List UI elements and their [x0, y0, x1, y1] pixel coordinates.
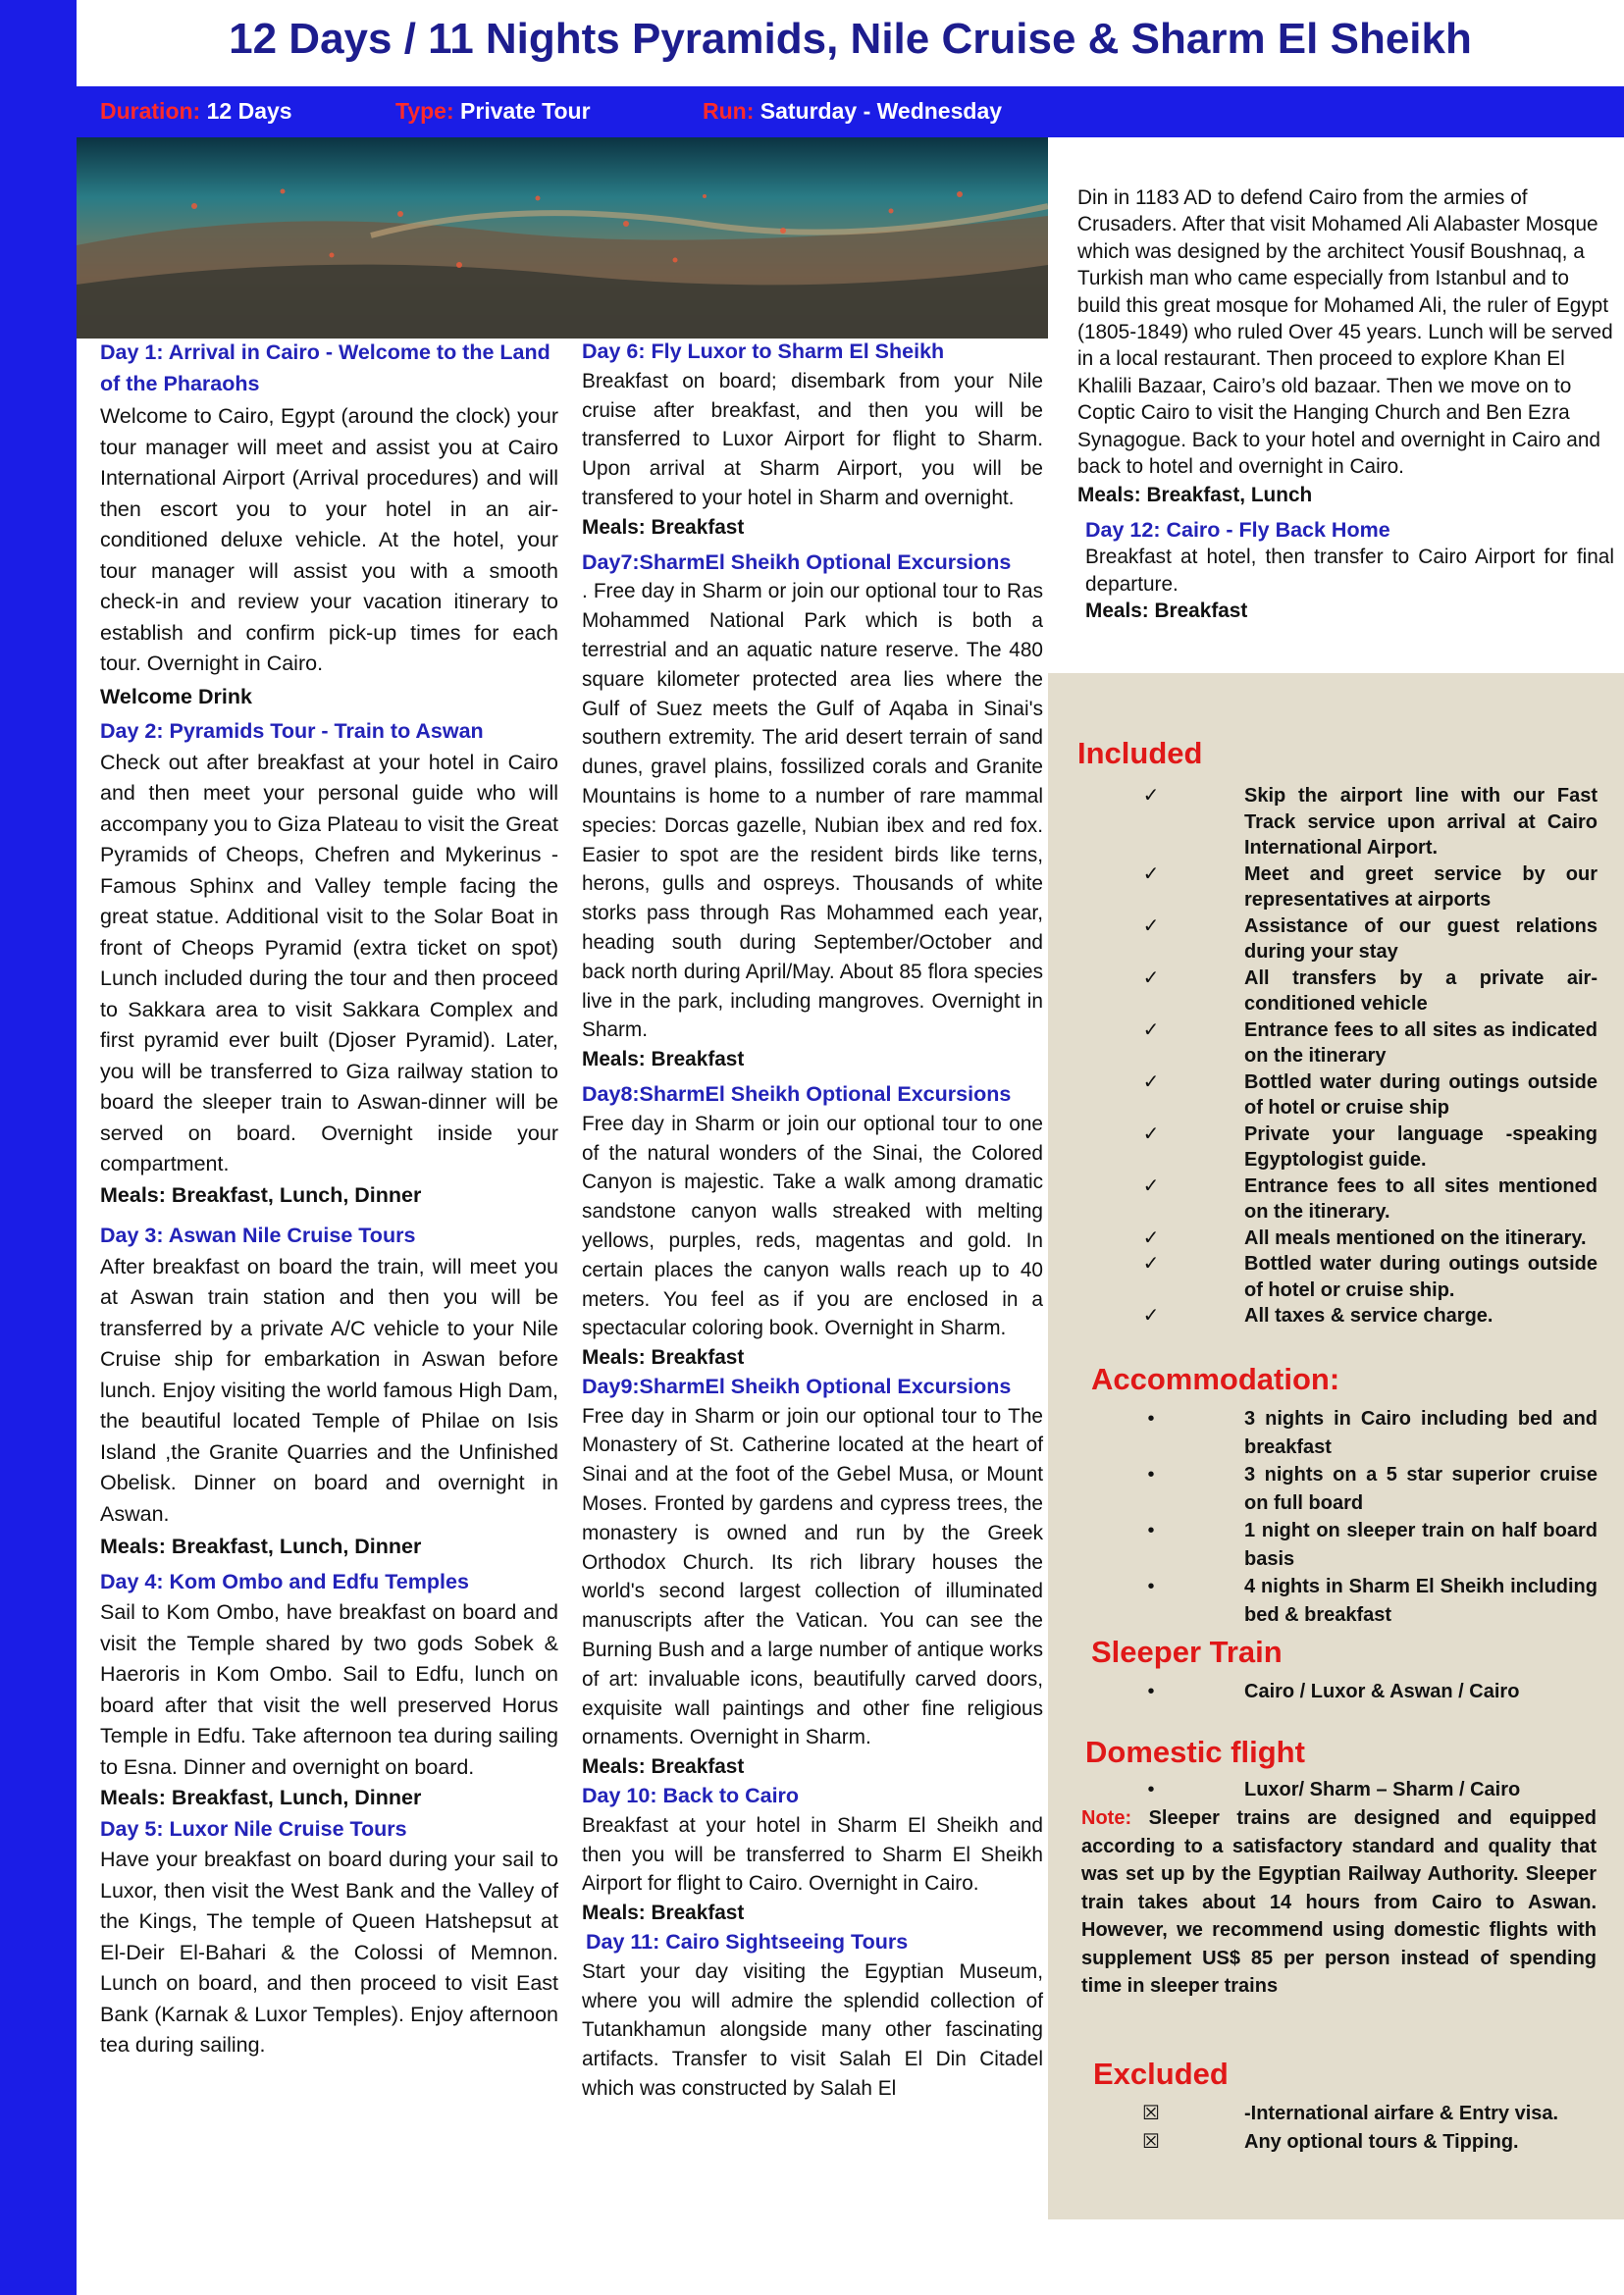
day7-text: . Free day in Sharm or join our optional tour to Ras Mohammed National Park which is both a terrestrial and an aquatic nature reserve. The 480 square kilometer protected area lies where the Gulf of Suez meets the Gulf of Aqaba in Sinai's southern extremity. The arid desert terrain of sand dunes, gravel plains, fossilized corals and Granite Mountains is home to a number of rare mammal species: Dorcas gazelle, Nubian ibex and red fox. Easier to spot are the resident birds like terns, herons, gulls and ospreys. Thousands of white storks pass through Ras Mohammed each year, heading south during September/October and back north during April/May. About 85 flora species live in the park, including mangroves. Overnight in Sharm.: [582, 580, 1043, 1042]
day2-title: Day 2: Pyramids Tour - Train to Aswan: [100, 719, 484, 743]
day1-title: Day 1: Arrival in Cairo - Welcome to the Land of the Pharaohs: [100, 340, 550, 395]
day7-title: Day7:SharmEl Sheikh Optional Excursions: [582, 549, 1012, 574]
accommodation-heading: Accommodation:: [1091, 1362, 1340, 1396]
page-title: 12 Days / 11 Nights Pyramids, Nile Cruise & Sharm El Sheikh: [229, 15, 1472, 63]
day6-meals: Meals: Breakfast: [582, 515, 745, 539]
excluded-heading: Excluded: [1093, 2057, 1229, 2091]
day6-text: Breakfast on board; disembark from your Nile cruise after breakfast, and then you will be transferred to Luxor Airport for flight to Sharm. Upon arrival at Sharm Airport, you will be transfered to your hotel in Sharm and overnight.: [582, 369, 1043, 509]
bullet-icon: •: [1147, 1520, 1155, 1541]
included-item: ✓ Skip the airport line with our Fast Track service upon arrival at Cairo International Airport.: [1136, 783, 1598, 861]
day8-meals: Meals: Breakfast: [582, 1346, 745, 1370]
day11-title: Day 11: Cairo Sightseeing Tours: [586, 1930, 909, 1955]
day11-meals: Meals: Breakfast, Lunch: [1077, 484, 1313, 507]
day10-title: Day 10: Back to Cairo: [582, 1784, 800, 1808]
day1-extra: Welcome Drink: [100, 684, 252, 708]
accommodation-item: • 3 nights in Cairo including bed and breakfast: [1136, 1405, 1598, 1461]
duration-value: 12 Days: [206, 98, 292, 124]
duration-info: [100, 98, 292, 125]
check-icon: ✓: [1142, 1253, 1160, 1275]
day12-text: Breakfast at hotel, then transfer to Cairo Airport for final departure.: [1085, 546, 1614, 596]
check-icon: ✓: [1142, 1018, 1160, 1041]
excluded-item: ☒ Any optional tours & Tipping.: [1136, 2128, 1598, 2157]
domestic-heading: Domestic flight: [1085, 1735, 1305, 1769]
check-icon: ✓: [1142, 1226, 1160, 1249]
bullet-icon: •: [1147, 1576, 1155, 1597]
excluded-list: [1136, 2100, 1598, 2156]
included-item: ✓ Private your language -speaking Egyptologist guide.: [1136, 1121, 1598, 1174]
day6-title: Day 6: Fly Luxor to Sharm El Sheikh: [582, 339, 945, 363]
type-label: Type:: [395, 98, 454, 124]
check-icon: ✓: [1142, 862, 1160, 885]
check-icon: ✓: [1142, 1305, 1160, 1327]
check-icon: ✓: [1142, 1070, 1160, 1093]
day2-text: Check out after breakfast at your hotel in Cairo and then meet your personal guide who will accompany you to Giza Plateau to visit the Great Pyramids of Cheops, Chefren and Mykerinus - Famous Sphinx and Valley temple facing the great statue. Additional visit to the Solar Boat in front of Cheops Pyramid (extra ticket on spot) Lunch included during the tour and then proceed to Sakkara area to visit Sakkara Complex and first pyramid ever built (Djoser Pyramid). Later, you will be transferred to Giza railway station to board the sleeper train to Aswan-dinner will be served on board. Overnight inside your compartment.: [100, 750, 558, 1175]
type-info: [395, 98, 591, 125]
included-item: ✓ Entrance fees to all sites mentioned on the itinerary.: [1136, 1174, 1598, 1226]
day10-meals: Meals: Breakfast: [582, 1902, 745, 1925]
included-item: ✓ Meet and greet service by our representatives at airports: [1136, 861, 1598, 913]
day12-meals: Meals: Breakfast: [1085, 600, 1248, 623]
box-x-icon: ☒: [1142, 2130, 1160, 2153]
day10-text: Breakfast at your hotel in Sharm El Sheikh and then you will be transferred to Sharm El Sheikh Airport for flight to Cairo. Overnight in Cairo.: [582, 1813, 1043, 1896]
accommodation-list: [1136, 1405, 1598, 1629]
day8-title: Day8:SharmEl Sheikh Optional Excursions: [582, 1081, 1012, 1106]
bullet-icon: •: [1147, 1779, 1155, 1800]
check-icon: ✓: [1142, 966, 1160, 989]
check-icon: ✓: [1142, 1174, 1160, 1197]
note-text: Note: Sleeper trains are designed and equipped according to a satisfactory standard and quality that was set up by the Egyptian Railway Authority. Sleeper train takes about 14 hours from Cairo to Aswan. However, we recommend using domestic flights with supplement US$ 85 per person instead of spending time in sleeper trains: [1081, 1807, 1597, 1997]
sleeper-list: [1136, 1678, 1598, 1706]
day11-text: Start your day visiting the Egyptian Museum, where you will admire the splendid collection of Tutankhamun alongside many other fascinating artifacts. Transfer to visit Salah El Din Citadel which was constructed by Salah El: [582, 1959, 1043, 2101]
run-value: Saturday - Wednesday: [760, 98, 1003, 124]
run-info: [703, 98, 1002, 125]
itinerary-column-1: [100, 338, 558, 2061]
itinerary-column-2: [582, 338, 1043, 2104]
day1-text: Welcome to Cairo, Egypt (around the clock) your tour manager will meet and assist you at Cairo International Airport (Arrival procedures) and will then escort you to your hotel in an air-conditioned deluxe vehicle. At the hotel, your tour manager will assist you with a smooth check-in and review your vacation itinerary to establish and confirm pick-up times for each tour. Overnight in Cairo.: [100, 404, 558, 675]
day11-continued-text: Din in 1183 AD to defend Cairo from the armies of Crusaders. After that visit Mohamed Ali Alabaster Mosque which was designed by the architect Yousif Boushnaq, a Turkish man who came especially from Istanbul and to build this great mosque for Mohamed Ali, the ruler of Egypt (1805-1849) who ruled Over 45 years. Lunch will be served in a local restaurant. Then proceed to explore Khan El Khalili Bazaar, Cairo’s old bazaar. Then we move on to Coptic Cairo to visit the Hanging Church and Ben Ezra Synagogue. Back to your hotel and overnight in Cairo and back to hotel and overnight in Cairo.: [1077, 186, 1613, 479]
accommodation-item: • 4 nights in Sharm El Sheikh including bed & breakfast: [1136, 1573, 1598, 1629]
included-item: ✓ All meals mentioned on the itinerary.: [1136, 1226, 1598, 1252]
bullet-icon: •: [1147, 1681, 1155, 1702]
day9-title: Day9:SharmEl Sheikh Optional Excursions: [582, 1374, 1012, 1398]
domestic-list: [1136, 1776, 1598, 1804]
included-item: ✓ All taxes & service charge.: [1136, 1303, 1598, 1330]
day4-text: Sail to Kom Ombo, have breakfast on board and visit the Temple shared by two gods Sobek & Haeroris in Kom Ombo. Sail to Edfu, lunch on board after that visit the well preserved Horus Temple in Edfu. Take afternoon tea during sailing to Esna. Dinner and overnight on board.: [100, 1600, 558, 1779]
included-item: ✓ All transfers by a private air-conditioned vehicle: [1136, 965, 1598, 1017]
day8-text: Free day in Sharm or join our optional tour to one of the natural wonders of the Sinai, the Colored Canyon is majestic. Take a walk among dramatic sandstone canyon walls streaked with melting yellows, purples, reds, magentas and gold. In certain places the canyon walls reach up to 40 meters. You feel as if you are enclosed in a spectacular coloring book. Overnight in Sharm.: [582, 1112, 1043, 1340]
bullet-icon: •: [1147, 1408, 1155, 1430]
check-icon: ✓: [1142, 914, 1160, 937]
itinerary-column-3: [1077, 184, 1614, 625]
sleeper-heading: Sleeper Train: [1091, 1635, 1283, 1669]
included-item: ✓ Entrance fees to all sites as indicated on the itinerary: [1136, 1017, 1598, 1069]
day5-title: Day 5: Luxor Nile Cruise Tours: [100, 1816, 407, 1841]
day12-title: Day 12: Cairo - Fly Back Home: [1085, 517, 1390, 542]
included-heading: Included: [1077, 736, 1203, 770]
day3-text: After breakfast on board the train, will meet you at Aswan train station and then you will be transferred by a private A/C vehicle to your Nile Cruise ship for embarkation in Aswan before lunch. Enjoy visiting the world famous High Dam, the beautiful located Temple of Philae on Isis Island ,the Granite Quarries and the Unfinished Obelisk. Dinner on board and overnight in Aswan.: [100, 1254, 558, 1526]
check-icon: ✓: [1142, 785, 1160, 807]
day7-meals: Meals: Breakfast: [582, 1048, 745, 1071]
accommodation-item: • 1 night on sleeper train on half board basis: [1136, 1517, 1598, 1573]
excluded-item: ☒ -International airfare & Entry visa.: [1136, 2100, 1598, 2128]
day2-meals: Meals: Breakfast, Lunch, Dinner: [100, 1182, 422, 1207]
accommodation-item: • 3 nights on a 5 star superior cruise on full board: [1136, 1461, 1598, 1517]
info-bar: [77, 86, 1624, 137]
day3-meals: Meals: Breakfast, Lunch, Dinner: [100, 1535, 422, 1558]
sleeper-item: • Cairo / Luxor & Aswan / Cairo: [1136, 1678, 1598, 1706]
check-icon: ✓: [1142, 1122, 1160, 1145]
day3-title: Day 3: Aswan Nile Cruise Tours: [100, 1224, 416, 1247]
included-list: [1136, 783, 1598, 1330]
day9-meals: Meals: Breakfast: [582, 1755, 745, 1779]
included-item: ✓ Assistance of our guest relations during your stay: [1136, 913, 1598, 965]
left-accent-bar: [0, 0, 77, 2295]
note-label: Note:: [1081, 1807, 1132, 1829]
type-value: Private Tour: [460, 98, 591, 124]
day4-meals: Meals: Breakfast, Lunch, Dinner: [100, 1786, 422, 1809]
included-item: ✓ Bottled water during outings outside of hotel or cruise ship: [1136, 1069, 1598, 1121]
duration-label: Duration:: [100, 98, 201, 124]
day5-text: Have your breakfast on board during your sail to Luxor, then visit the West Bank and the Valley of the Kings, The temple of Queen Hatshepsut at El-Deir El-Bahari & the Colossi of Memnon. Lunch on board, and then proceed to visit East Bank (Karnak & Luxor Temples). Enjoy afternoon tea during sailing.: [100, 1848, 558, 2057]
day4-title: Day 4: Kom Ombo and Edfu Temples: [100, 1569, 469, 1593]
included-item: ✓ Bottled water during outings outside of hotel or cruise ship.: [1136, 1251, 1598, 1303]
inclusions-panel: [1048, 673, 1624, 2295]
hero-reef-image: [77, 137, 1048, 339]
run-label: Run:: [703, 98, 755, 124]
bullet-icon: •: [1147, 1464, 1155, 1486]
box-x-icon: ☒: [1142, 2103, 1160, 2124]
domestic-item: • Luxor/ Sharm – Sharm / Cairo: [1136, 1776, 1598, 1804]
day9-text: Free day in Sharm or join our optional tour to The Monastery of St. Catherine located at the heart of Sinai and at the foot of the Gebel Musa, or Mount Moses. Fronted by gardens and cypress trees, the monastery is owned and run by the Greek Orthodox Church. Its rich library houses the world's second largest collection of illuminated manuscripts after the Vatican. You can see the Burning Bush and a large number of antique works of art: invaluable icons, beautifully carved doors, exquisite wall paintings and other fine religious ornaments. Overnight in Sharm.: [582, 1404, 1043, 1749]
